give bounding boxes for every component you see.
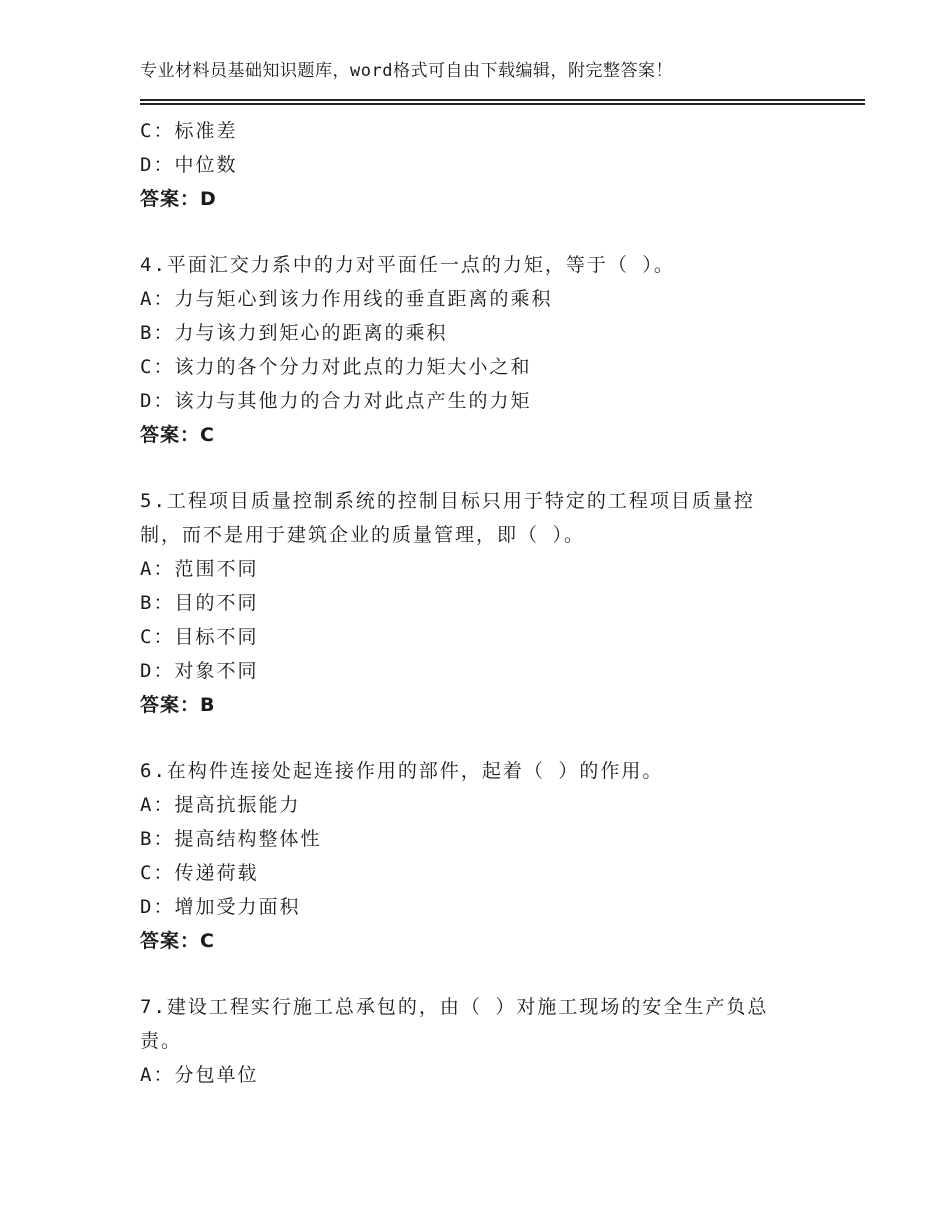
- option-c: C：目标不同: [140, 626, 259, 648]
- option-a: A：提高抗振能力: [140, 794, 301, 816]
- option-c: C：标准差: [140, 120, 238, 142]
- option-a: A：范围不同: [140, 558, 259, 580]
- question-6: [140, 754, 840, 958]
- option-b: B：提高结构整体性: [140, 828, 322, 850]
- document-body: [140, 114, 840, 1092]
- option-d: D：对象不同: [140, 660, 259, 682]
- option-a: A：力与矩心到该力作用线的垂直距离的乘积: [140, 288, 553, 310]
- answer: 答案：C: [140, 424, 215, 446]
- option-b: B：目的不同: [140, 592, 259, 614]
- answer: 答案：D: [140, 188, 217, 210]
- question-stem: 7.建设工程实行施工总承包的，由（ ）对施工现场的安全生产负总: [140, 996, 769, 1018]
- option-a: A：分包单位: [140, 1064, 259, 1086]
- page-header: 专业材料员基础知识题库，word格式可自由下载编辑，附完整答案！: [140, 61, 673, 81]
- option-c: C：该力的各个分力对此点的力矩大小之和: [140, 356, 532, 378]
- question-4: [140, 248, 840, 452]
- question-stem: 6.在构件连接处起连接作用的部件，起着（ ）的作用。: [140, 760, 664, 782]
- answer: 答案：B: [140, 694, 216, 716]
- question-stem-continued: 责。: [140, 1030, 183, 1052]
- answer: 答案：C: [140, 930, 215, 952]
- question-5: [140, 484, 840, 722]
- option-d: D：增加受力面积: [140, 896, 301, 918]
- option-c: C：传递荷载: [140, 862, 259, 884]
- option-d: D：该力与其他力的合力对此点产生的力矩: [140, 390, 532, 412]
- question-3-continuation: [140, 114, 840, 216]
- option-d: D：中位数: [140, 154, 238, 176]
- option-b: B：力与该力到矩心的距离的乘积: [140, 322, 448, 344]
- header-rule-bottom: [140, 103, 865, 105]
- header-rule-top: [140, 99, 865, 101]
- question-stem: 4.平面汇交力系中的力对平面任一点的力矩，等于（ ）。: [140, 254, 675, 276]
- question-stem-continued: 制，而不是用于建筑企业的质量管理，即（ ）。: [140, 524, 585, 546]
- question-7: [140, 990, 840, 1092]
- question-stem: 5.工程项目质量控制系统的控制目标只用于特定的工程项目质量控: [140, 490, 755, 512]
